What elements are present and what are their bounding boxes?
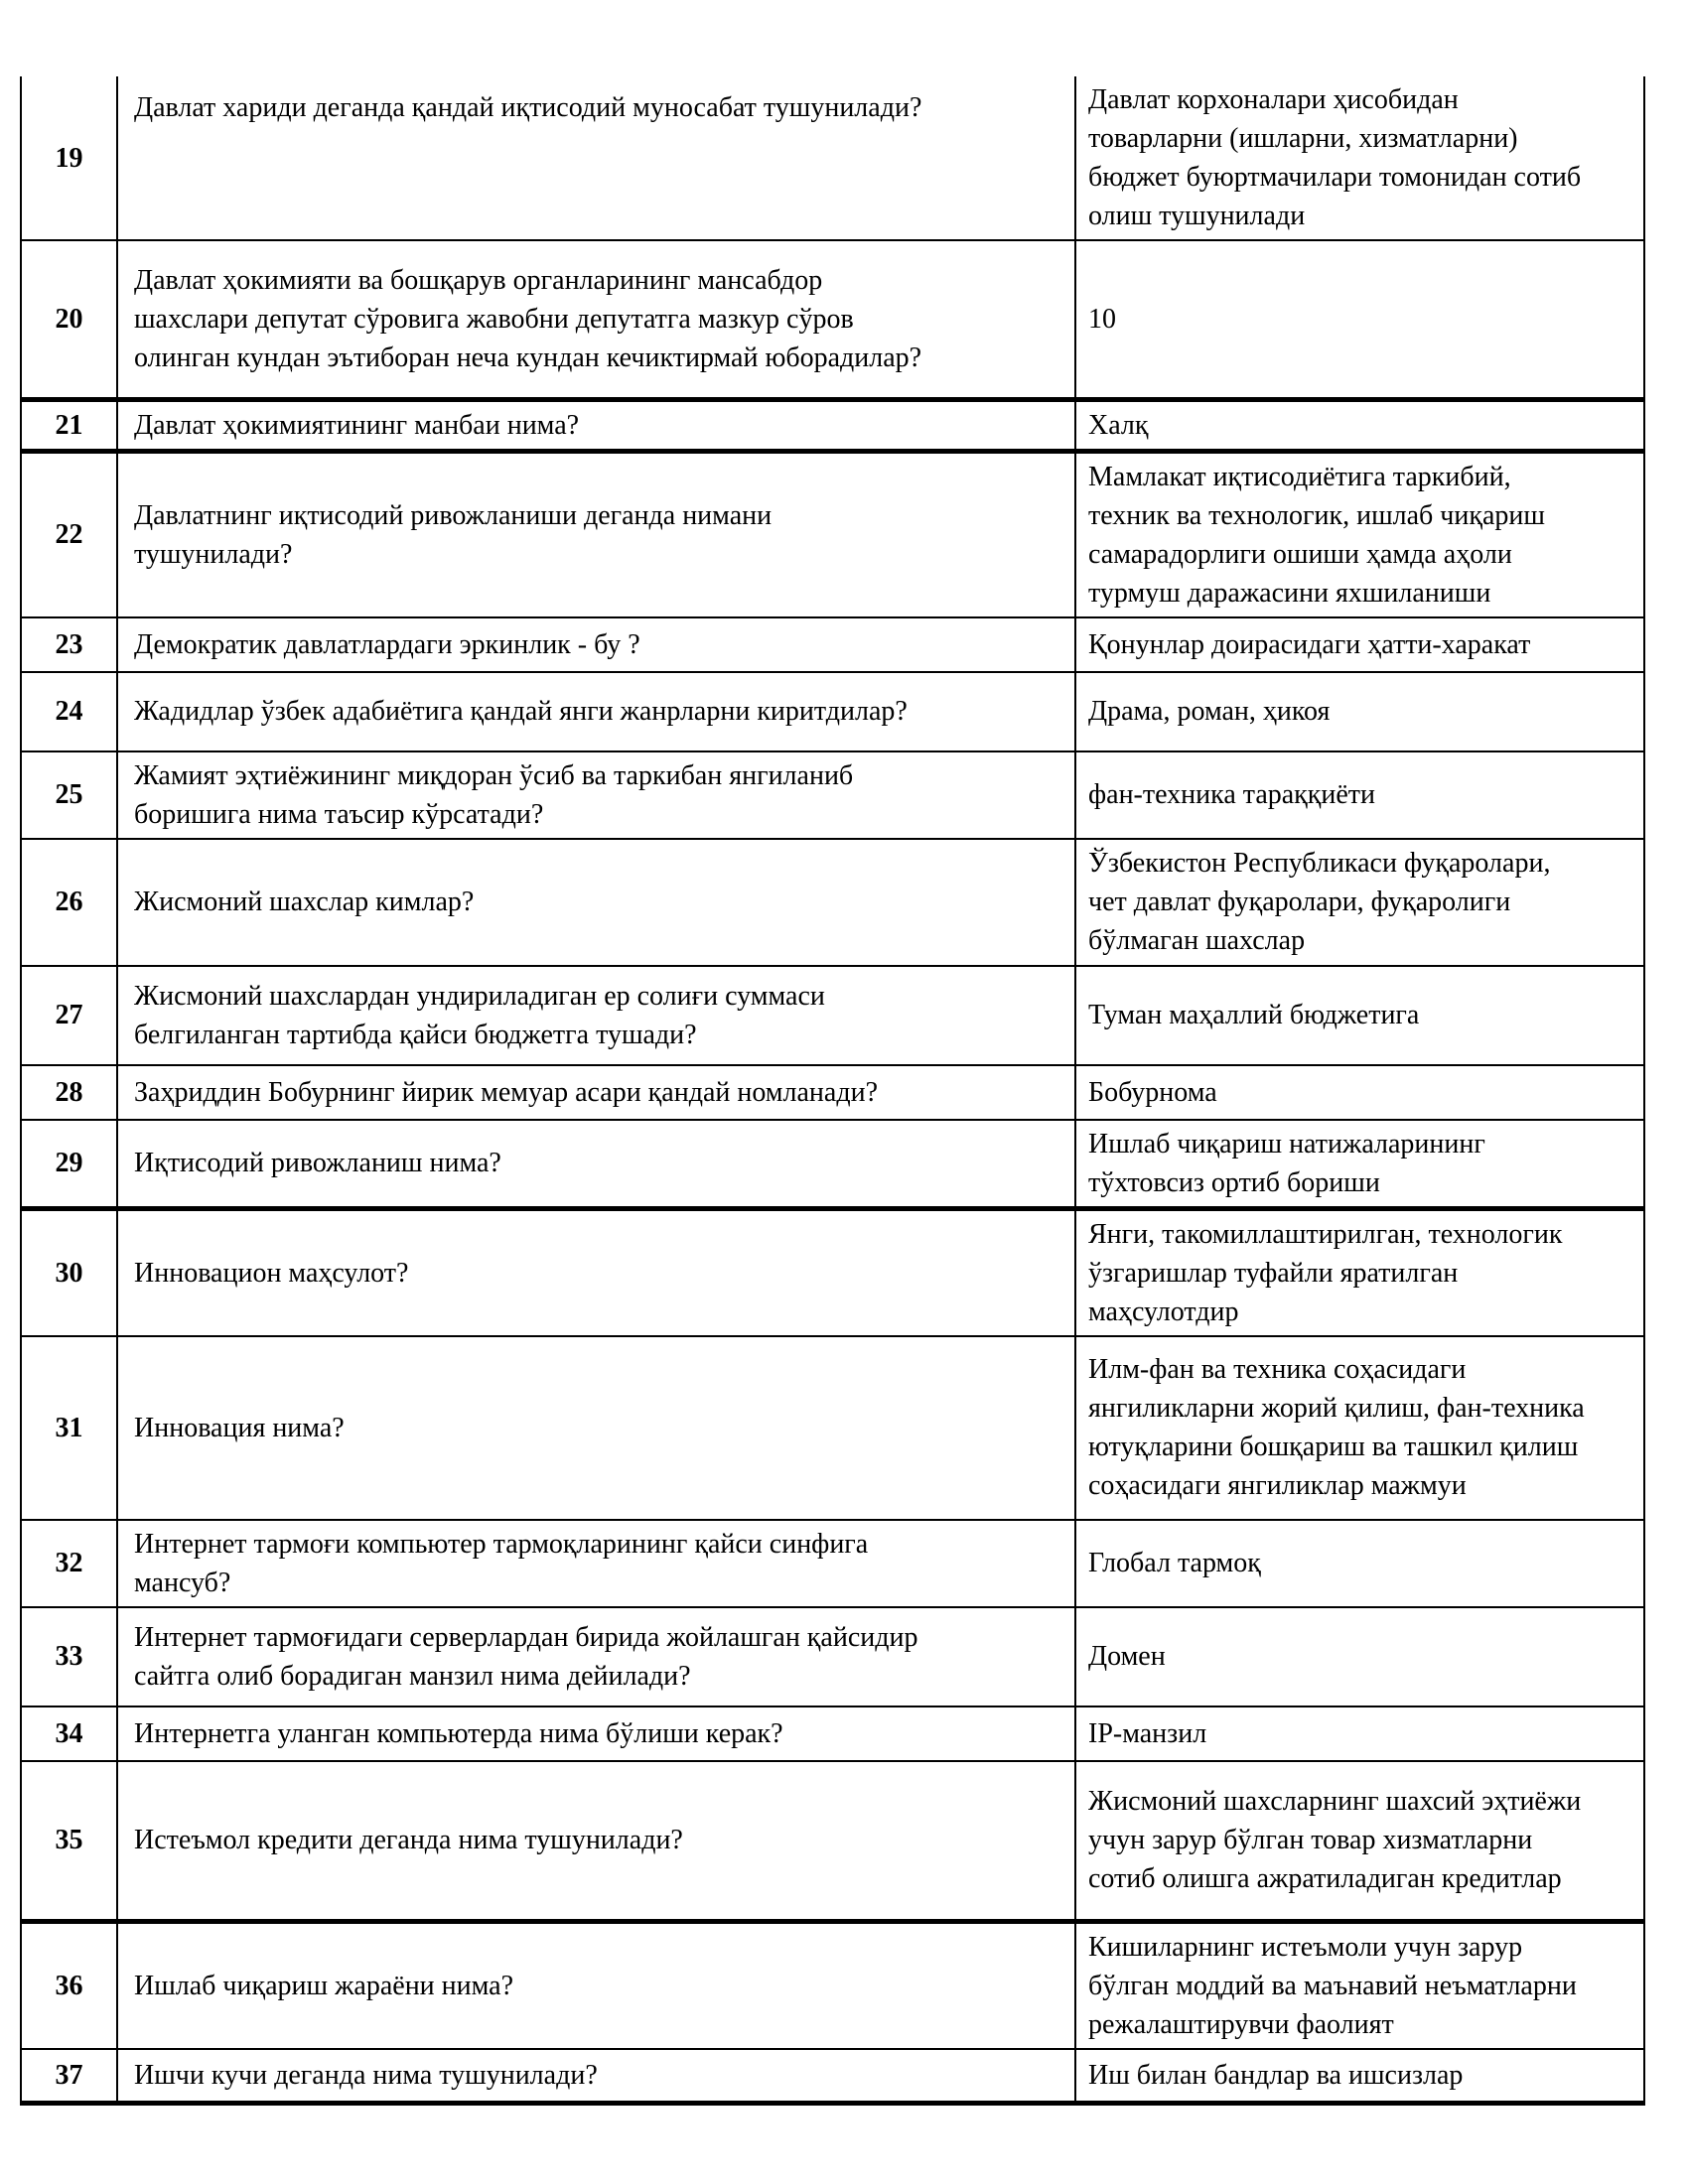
row-number-cell: 23 bbox=[21, 617, 117, 672]
answer-cell: Мамлакат иқтисодиётига таркибий, техник ва технологик, ишлаб чиқариш самарадорлиги ошиши ҳамда аҳоли турмуш даражасини яхшиланиши bbox=[1075, 451, 1644, 617]
answer-cell: Кишиларнинг истеъмоли учун зарур бўлган моддий ва маънавий неъматларни режалаштирувчи фаолият bbox=[1075, 1922, 1644, 2050]
row-number-cell: 26 bbox=[21, 839, 117, 966]
table-row bbox=[21, 1706, 1644, 1761]
table-row bbox=[21, 1922, 1644, 2050]
row-number-cell: 21 bbox=[21, 399, 117, 451]
answer-cell: Илм-фан ва техника соҳасидаги янгиликларни жорий қилиш, фан-техника ютуқларини бошқариш ва ташкил қилиш соҳасидаги янгиликлар мажмуи bbox=[1075, 1336, 1644, 1520]
question-cell: Жамият эҳтиёжининг миқдоран ўсиб ва таркибан янгиланиб боришига нима таъсир кўрсатади? bbox=[117, 751, 1075, 839]
table-row bbox=[21, 76, 1644, 240]
qa-table bbox=[20, 76, 1645, 2106]
row-number-cell: 28 bbox=[21, 1065, 117, 1120]
row-number-cell: 31 bbox=[21, 1336, 117, 1520]
row-number-cell: 32 bbox=[21, 1520, 117, 1607]
answer-cell: Домен bbox=[1075, 1607, 1644, 1706]
table-row bbox=[21, 451, 1644, 617]
row-number-cell: 33 bbox=[21, 1607, 117, 1706]
row-number-cell: 24 bbox=[21, 672, 117, 751]
question-cell: Давлат ҳокимияти ва бошқарув органларининг мансабдор шахслари депутат сўровига жавобни депутатга мазкур сўров олинган кундан эътиборан неча кундан кечиктирмай юборадилар? bbox=[117, 240, 1075, 399]
row-number-cell: 34 bbox=[21, 1706, 117, 1761]
question-cell: Инновация нима? bbox=[117, 1336, 1075, 1520]
table-row bbox=[21, 399, 1644, 451]
table-row bbox=[21, 1120, 1644, 1209]
answer-cell: Ишлаб чиқариш натижаларининг тўхтовсиз ортиб бориши bbox=[1075, 1120, 1644, 1209]
answer-cell: Ўзбекистон Республикаси фуқаролари, чет давлат фуқаролари, фуқаролиги бўлмаган шахслар bbox=[1075, 839, 1644, 966]
answer-cell: Драма, роман, ҳикоя bbox=[1075, 672, 1644, 751]
row-number-cell: 30 bbox=[21, 1208, 117, 1336]
question-cell: Истеъмол кредити деганда нима тушунилади? bbox=[117, 1761, 1075, 1922]
answer-cell: 10 bbox=[1075, 240, 1644, 399]
question-cell: Давлат ҳокимиятининг манбаи нима? bbox=[117, 399, 1075, 451]
table-row bbox=[21, 2049, 1644, 2103]
question-cell: Демократик давлатлардаги эркинлик - бу ? bbox=[117, 617, 1075, 672]
row-number-cell: 20 bbox=[21, 240, 117, 399]
table-row bbox=[21, 1607, 1644, 1706]
question-cell: Инновацион маҳсулот? bbox=[117, 1208, 1075, 1336]
answer-cell: Қонунлар доирасидаги ҳатти-харакат bbox=[1075, 617, 1644, 672]
question-cell: Жадидлар ўзбек адабиётига қандай янги жанрларни киритдилар? bbox=[117, 672, 1075, 751]
row-number-cell: 22 bbox=[21, 451, 117, 617]
table-row bbox=[21, 1065, 1644, 1120]
question-cell: Интернетга уланган компьютерда нима бўлиши керак? bbox=[117, 1706, 1075, 1761]
row-number-cell: 36 bbox=[21, 1922, 117, 2050]
table-row bbox=[21, 617, 1644, 672]
table-row bbox=[21, 1520, 1644, 1607]
table-row bbox=[21, 240, 1644, 399]
row-number-cell: 19 bbox=[21, 76, 117, 240]
table-row bbox=[21, 1336, 1644, 1520]
row-number-cell: 27 bbox=[21, 966, 117, 1065]
qa-table-body bbox=[21, 76, 1644, 2103]
question-cell: Интернет тармоғи компьютер тармоқларининг қайси синфига мансуб? bbox=[117, 1520, 1075, 1607]
answer-cell: Иш билан бандлар ва ишсизлар bbox=[1075, 2049, 1644, 2103]
table-row bbox=[21, 839, 1644, 966]
row-number-cell: 37 bbox=[21, 2049, 117, 2103]
question-cell: Ишчи кучи деганда нима тушунилади? bbox=[117, 2049, 1075, 2103]
answer-cell: Янги, такомиллаштирилган, технологик ўзгаришлар туфайли яратилган маҳсулотдир bbox=[1075, 1208, 1644, 1336]
answer-cell: Глобал тармоқ bbox=[1075, 1520, 1644, 1607]
answer-cell: Туман маҳаллий бюджетига bbox=[1075, 966, 1644, 1065]
answer-cell: Халқ bbox=[1075, 399, 1644, 451]
question-cell: Ишлаб чиқариш жараёни нима? bbox=[117, 1922, 1075, 2050]
question-cell: Жисмоний шахслар кимлар? bbox=[117, 839, 1075, 966]
question-cell: Иқтисодий ривожланиш нима? bbox=[117, 1120, 1075, 1209]
table-row bbox=[21, 1208, 1644, 1336]
table-row bbox=[21, 1761, 1644, 1922]
row-number-cell: 29 bbox=[21, 1120, 117, 1209]
answer-cell: Давлат корхоналари ҳисобидан товарларни (ишларни, хизматларни) бюджет буюртмачилари томонидан сотиб олиш тушунилади bbox=[1075, 76, 1644, 240]
answer-cell: Жисмоний шахсларнинг шахсий эҳтиёжи учун зарур бўлган товар хизматларни сотиб олишга ажратиладиган кредитлар bbox=[1075, 1761, 1644, 1922]
row-number-cell: 35 bbox=[21, 1761, 117, 1922]
table-row bbox=[21, 966, 1644, 1065]
table-row bbox=[21, 672, 1644, 751]
question-cell: Жисмоний шахслардан ундириладиган ер солиғи суммаси белгиланган тартибда қайси бюджетга тушади? bbox=[117, 966, 1075, 1065]
question-cell: Давлатнинг иқтисодий ривожланиши деганда нимани тушунилади? bbox=[117, 451, 1075, 617]
question-cell: Заҳриддин Бобурнинг йирик мемуар асари қандай номланади? bbox=[117, 1065, 1075, 1120]
table-row bbox=[21, 751, 1644, 839]
answer-cell: фан-техника тараққиёти bbox=[1075, 751, 1644, 839]
answer-cell: Бобурнома bbox=[1075, 1065, 1644, 1120]
question-cell: Интернет тармоғидаги серверлардан бирида жойлашган қайсидир сайтга олиб борадиган манзил нима дейилади? bbox=[117, 1607, 1075, 1706]
question-cell: Давлат хариди деганда қандай иқтисодий муносабат тушунилади? bbox=[117, 76, 1075, 240]
row-number-cell: 25 bbox=[21, 751, 117, 839]
answer-cell: IP-манзил bbox=[1075, 1706, 1644, 1761]
